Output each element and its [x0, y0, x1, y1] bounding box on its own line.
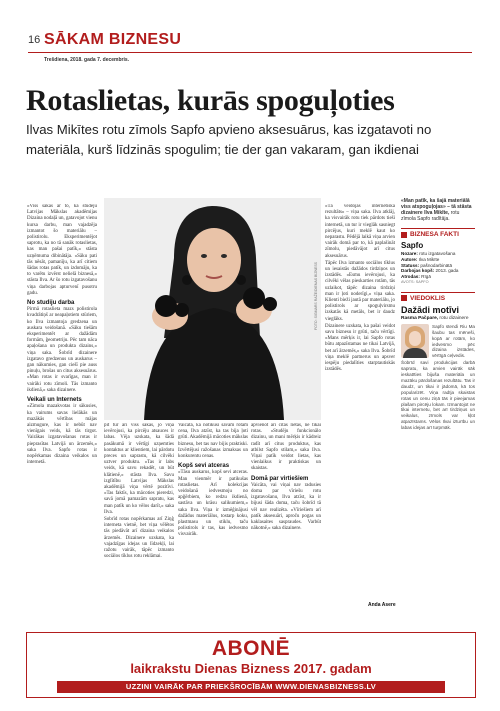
- paragraph: «Tā veidojas internetiska rezultāts» – viņa saka. Ilva atklāj, ka visvairāk rotu tiek pārdots tieši internetā, un tur ir vieglāk sasniegt pircējus, kuri meklē kaut ko neparastu. Pēdējā laikā viņa arvien vairāk domā par to, kā paplašināt zīmolu, piedāvājot arī citus aksesuārus.: [325, 204, 395, 259]
- paragraph: Dizainere uzskata, ka pašai veidot savu biznesu ir grūti, taču vērtīgi. «Mans mērķis ir, lai Sapfo rotas būtu atpazīstamas ne tikai Latvijā, bet arī ārzemēs,» saka Ilva. Šobrīd viņa meklē partnerus un apsver iespēju piedalīties starptautiskās izstādēs.: [325, 323, 395, 373]
- opinion-block: [401, 324, 475, 359]
- facts-list: [401, 251, 475, 286]
- subheading: Kopš sevi atceras: [178, 463, 230, 470]
- body-column-1: [27, 204, 97, 614]
- ad-title: ABONĒ: [211, 637, 291, 660]
- fact-row: Autore: Ilva Mikīte: [401, 256, 440, 262]
- sidebar: [401, 198, 475, 431]
- paragraph: pit tur arī viss sākās, jo viņa ievērojusi, ka pircēju atsauces ir labas. Vēja uzskata, ka šādā pasākumā ir vērtīgi uzņemties kontaktus ar klientiem, lai pārdotu preces un saprastu, kā cilvēki uztver produktu. «Tas ir labs veids, kā savu rekadēt, un būt klātienē,» stāsta Ilva. Savu izglītību Latvijas Mākslas akadēmijā viņa vērtē pozitīvi. «Tas faktīs, ka mācoties pieredzi, savā jomā pamazām sapratu, kas man patīk un ko vēlos darīt,» saka Ilva.: [104, 423, 174, 515]
- body-column-3: [178, 423, 248, 618]
- paragraph: Sobrīd rotas nopērkamas arī Ziņģ interneta vietnē, bet viņa vēlētos tās piedāvāt arī dizaina veikalos ārzemēs. Dizainere uzskata, ka vajadzīgas idejas un līdzekļi, lai ražotu vairāk, tāpēc izmanto sociālos tīklus rotu reklāmai.: [104, 517, 174, 560]
- caption-normal: rotu zīmola Sapfo radītāja.: [401, 210, 460, 222]
- opinion-title: Dažādi motīvi: [401, 304, 460, 315]
- opinion-label: VIEDOKLIS: [410, 294, 446, 302]
- portrait-illustration: [104, 198, 321, 420]
- subscription-ad[interactable]: [26, 632, 476, 698]
- opinion-header: [401, 292, 475, 302]
- paragraph: «Viss sākās ar to, ka studēju Latvijas Mākslas akadēmijas Dizaina nodaļā un, gatavojot vienu kursa darbu, man vajadzēja izmantot šo materiālu – polistirolu. Eksperimentējot saprotu, ka no tā sanāk rotaslietas, kas man pašai patīk,» stāsta uzņēmuma dibinātāja. «Sāku pati tās nēsāt, pamanīju, ka arī citiem šādas rotas patīk, un izdomāju, ka to varētu izvērst nelielā biznesā,» stāsta Ilva. Ar šo rotu izgatavošanu viņa darbojas apturvenī pusotru gadu.: [27, 204, 97, 296]
- subheading: Veikali un Internets: [27, 397, 82, 404]
- body-column-4: [251, 423, 321, 618]
- fact-row: Nozare: rotu izgatavošana: [401, 251, 456, 256]
- ad-subtitle: laikrakstu Dienas Bizness 2017. gadam: [130, 661, 372, 676]
- fact-row: Atrodas: Rīgā: [401, 274, 431, 280]
- paragraph: «Zīmola mazakvotas ir sākusies, ka vairums savas lielākās un mazākās vērtības mājas aizmugure, kas ir nebūt nav vienīgais veids, kā tās tirgot. Vairākas izgatavošanas rotas ir pieprasītas Latvijā un ārzemēs,» saka Ilva. Sapfo rotas ir nopērkamas dizaina veikalos un internetā.: [27, 404, 97, 466]
- company-name: Sapfo: [401, 241, 424, 250]
- body-column-5: [325, 204, 395, 622]
- fact-row: Statuss: pašnodarbinātā: [401, 262, 453, 268]
- article-author: Anda Asere: [368, 602, 396, 608]
- page-number: 16: [28, 34, 41, 46]
- body-column-2: [104, 423, 174, 618]
- portrait-photo: [104, 198, 321, 420]
- paragraph: apvienot arī citas lietas, ne tikai rotas. «Studēju funkcionālo dizainu, un mani mērķis ir kādreiz radīt arī citus produktus, kas atbilst Sapfo stilam,» saka Ilva. Viņai patīk veidot lietas, kas vienlaikus ir praktiskas un skaistas.: [251, 423, 321, 472]
- subheading: Domā par virtiešiem: [251, 475, 309, 482]
- facts-label: BIZNESA FAKTI: [410, 231, 459, 238]
- paragraph: Tāpēc Ilva izmanto sociālos tīklus un iesaistās dažādos tirdziņos un izstādēs. «Esmu ievērojusi, ka cilvēki vēlas pieskarties rotām, tās uzlaikot, tāpēc dizaina tirdziņi man ir ļoti noderīgi,» viņa saka. Klienti bieži jautā par materiālu, jo polistirols ar spoguļvirsmu izskatās kā metāls, bet ir daudz vieglāks.: [325, 260, 395, 322]
- paragraph: «Tāsu auskarus, kopš sevi atceras. Man vienmēr ir patikušas rotaslietas. Arī kolekcijas veidošanā iedvesmoju no apģērbiem, ko redzu ikdienā, sastāva un krāsu salikumiem,» saka Ilva. Viņa ir izmēģinājusi dažādus materiālus, tostarp koku, plastmasu un stiklu, taču polistirols ir tas, kas iedvesmo visvairāk.: [178, 470, 248, 538]
- paragraph: Pirmā rotaslieta mazs polistirola kvadrātiņš ar neapaļotiem stūriem, ko Ilva izmantoja gredzena un auskara veidošanā. «Sāku tiešām eksperimentēt ar dažādām formām, ģeometriju. Pēc tam nāca apaļošana un produkta dizains,» viņa saka. Šobrīd dizainere izgatavo gredzenus un auskarus – gan nākumies, gan ciešī pie auss pinuļu, brošas un citus aksesuārus. «Man rotas ir svarīgas, man ir vairāki rotu zīmoli. Tās izmanto ikdienā,» saka dizainere.: [27, 307, 97, 393]
- deck: Ilvas Mikītes rotu zīmols Sapfo apvieno aksesuārus, kas izgatavoti no materiāla, kurš līdzinās spogulim; tie der gan vakaram, gan ikdienai: [26, 122, 432, 157]
- headline: Rotaslietas, kurās spoguļoties: [26, 84, 395, 117]
- subheading: No studiju darba: [27, 300, 75, 307]
- opinion-intro: Sapfo stendi Riu Ma šaubu tas mēneši, kopā ar rotām, ko iedvesmo pēc dizaina izstādes, vērtīgā ceļvedis.: [432, 323, 475, 359]
- facts-header: [401, 228, 475, 238]
- ad-link-bar[interactable]: UZZINI VAIRĀK PAR PRIEKŠROCĪBĀM WWW.DIENASBIZNESS.LV: [57, 681, 445, 693]
- facts-source: AVOTS: SAPFO: [401, 279, 429, 284]
- photo-caption: [401, 198, 475, 222]
- square-bullet-icon: [401, 295, 407, 301]
- section-title: SĀKAM BIZNESU: [44, 31, 182, 48]
- opinion-author: Rasma Pačpare, rotu dizainere: [401, 315, 469, 321]
- issue-date: Trešdiena, 2018. gada 7. decembris.: [44, 57, 130, 63]
- opinion-text: Šobrīd savi produkcijas darbā sapratu, ka arvien vairāk sāk ieskatīties bijuša materiāla un mazāku pārdošanas rezultātu. Tas ir daudz, un tikai ir jādomā, kā tos popularizēt. Viņa radīja skaistas rotas un cenu ziņā tās ir pieejamas plašam pircēju lokam. Izmantojot ne tikai internetu, bet arī tirdziņus un veikalus, zīmols var kļūt atpazīstams. Vēlos Ilvai izturību un labas idejas arī turpmāk.: [401, 360, 475, 431]
- fact-row: Darbojas kopš: 2013. gada: [401, 268, 459, 274]
- header-rule: [28, 52, 472, 53]
- paragraph: Vaicāta, kā notikusi savām rotām cena, Ilva atzīst, ka tas bija ļoti grūti. Akadēmijā mācoties mākslas biznesu, bet tas nav bijis praktiski. Izvērtējusi ražošanas izmaksas un konkurentu cenas.: [178, 423, 248, 460]
- photo-credit: FOTO: SIGMARS RAŽE/DIENAS BIZNESS: [314, 261, 318, 330]
- caption-bold: «Man patīk, ka šajā materiālā viss atspoguļojas» – tā stāsta dizainere Ilva Mikīte,: [401, 198, 472, 216]
- paragraph: Vaicāta, vai viņai nav radusies doma par vīriešu rotu izgatavošanu, Ilva atzīst, ka ir bijusi šāda doma, taču šobrīd tā vēl nav realizēta. «Vīriešiem arī patīk aksesuāri, aproču pogas un kaklasaites saspraudes. Varbūt nākotnē,» saka dizainere.: [251, 482, 321, 532]
- avatar: [401, 324, 429, 358]
- square-bullet-icon: [401, 232, 407, 238]
